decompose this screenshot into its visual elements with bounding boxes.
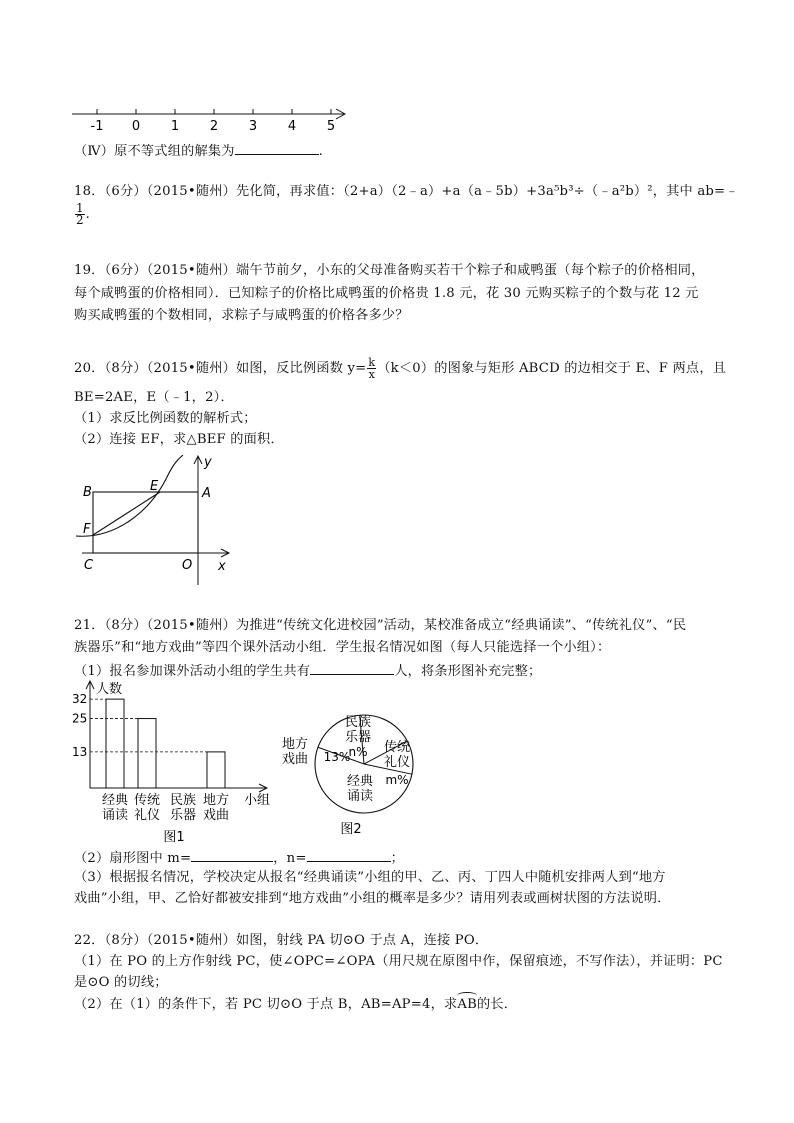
bar-category-label: 民族 [169,793,197,808]
bar-category-label: 经典 [101,793,129,808]
q20-part1: （1）求反比例函数的解析式； [74,411,257,426]
bar-y-tick-label: 25 [72,711,88,726]
pie-chart-title: 图2 [340,822,362,837]
q21-part2: （2）扇形图中 m= ，n= ； [74,848,404,868]
label-C: C [84,558,94,573]
label-y: y [204,455,212,470]
q20-frac-denominator: x [368,368,376,381]
bar-y-tick-label: 32 [72,692,88,707]
q21-m-blank[interactable] [191,848,273,862]
bar-xlabel: 小组 [244,793,271,808]
label-A: A [202,486,211,501]
pie-slice-label: 传统 [383,740,411,755]
label-x: x [218,559,226,574]
q20-part2: （2）连接 EF，求△BEF 的面积． [74,432,284,447]
pie-slice-value: 13% [323,750,351,764]
q20-figure [74,455,244,587]
pie-slice-label: 戏曲 [281,752,309,767]
q21-total-blank[interactable] [310,661,394,675]
bar-category-label: 乐器 [169,808,197,823]
bar-category-label: 地方 [202,793,230,808]
q18-frac-numerator: 1 [76,201,84,215]
pie-slice-label: 礼仪 [383,755,411,770]
bar-传统礼仪 [138,719,156,788]
q21-part3-line2: 戏曲”小组，甲、乙恰好都被安排到“地方戏曲”小组的概率是多少？请用列表或画树状图的方法说明． [74,891,671,906]
pie-chart [276,708,426,842]
q18-frac-denominator: 2 [76,213,84,227]
q22-part1-line2: 是⊙O 的切线； [74,975,168,990]
q17-part4-label: （Ⅳ）原不等式组的解集为 [74,144,235,159]
pie-slice-label: 经典 [346,774,374,789]
bar-ylabel: 人数 [96,682,123,697]
bar-category-label: 传统 [133,793,161,808]
q19-line1: 19．（6分）（2015•随州）端午节前夕，小东的父母准备购买若干个粽子和咸鸭蛋（每个粽子的价格相同， [74,263,705,278]
q19-line2: 每个咸鸭蛋的价格相同）．已知粽子的价格比咸鸭蛋的价格贵 1.8 元，花 30 元购买粽子的个数与花 12 元 [74,286,699,301]
number-line-label: 4 [287,119,297,134]
q19-line3: 购买咸鸭蛋的个数相同，求粽子与咸鸭蛋的价格各多少？ [74,308,409,323]
pie-slice-label: 民族 [344,715,372,730]
q17-part4: （Ⅳ）原不等式组的解集为 . [74,141,323,161]
q22-line1: 22．（8分）（2015•随州）如图，射线 PA 切⊙O 于点 A，连接 PO． [74,933,489,948]
q21-part3-line1: （3）根据报名情况，学校决定从报名“经典诵读”小组的甲、乙、丙、丁四人中随机安排两人到“地方 [74,870,666,885]
pie-slice-label: 诵读 [346,789,374,804]
q21-part1: （1）报名参加课外活动小组的学生共有 人，将条形图补充完整； [74,661,541,681]
q21-line1: 21．（8分）（2015•随州）为推进“传统文化进校园”活动，某校准备成立“经典诵读”、“传统礼仪”、“民 [74,618,687,633]
bar-chart-title: 图1 [163,830,185,845]
number-line-label: 3 [248,119,258,134]
q20-line2: BE=2AE，E（﹣1，2）． [74,390,234,405]
q18-fraction: $\frac{1}{2}$ . [76,201,90,227]
number-line-label: 5 [326,119,336,134]
bar-y-tick-label: 13 [72,744,88,759]
bar-category-label: 礼仪 [133,808,161,823]
arc-AB: AB [457,997,477,1012]
bar-category-label: 诵读 [101,808,129,823]
pie-slice-value: m% [385,773,409,787]
label-B: B [83,485,92,500]
number-line-label: -1 [90,119,104,134]
pie-slice-label: 乐器 [344,730,372,745]
bar-chart [68,680,288,846]
bar-地方戏曲 [207,752,225,788]
number-line-label: 0 [131,119,141,134]
q21-n-blank[interactable] [307,848,391,862]
number-line-label: 1 [170,119,180,134]
number-line [70,104,360,136]
bar-经典诵读 [106,699,124,788]
q20-line1: 20．（8分）（2015•随州）如图，反比例函数 y= $\frac{k}{x}$ （k＜0）的图象与矩形 ABCD 的边相交于 E、F 两点，且 [74,356,727,381]
pie-slice-label: 地方 [281,737,309,752]
q20-frac-numerator: k [368,356,376,369]
q22-part1-line1: （1）在 PO 的上方作射线 PC，使∠OPC=∠OPA（用尺规在原图中作，保留痕迹，不写作法），并证明：PC [74,954,723,969]
q17-answer-blank[interactable] [235,141,319,155]
label-O: O [182,558,193,573]
label-F: F [83,522,91,537]
q21-line2: 族器乐”和“地方戏曲”等四个课外活动小组．学生报名情况如图（每人只能选择一个小组）： [74,640,611,655]
q22-part2: （2）在（1）的条件下，若 PC 切⊙O 于点 B，AB=AP=4，求AB的长． [74,997,518,1012]
q18-line1: 18．（6分）（2015•随州）先化简，再求值：（2+a）（2﹣a）+a（a﹣5b）+3a⁵b³÷（﹣a²b）²，其中 ab=﹣ [74,184,739,199]
number-line-label: 2 [209,119,219,134]
label-E: E [150,479,159,494]
bar-category-label: 戏曲 [202,808,230,823]
pie-slice-value: n% [348,745,368,759]
